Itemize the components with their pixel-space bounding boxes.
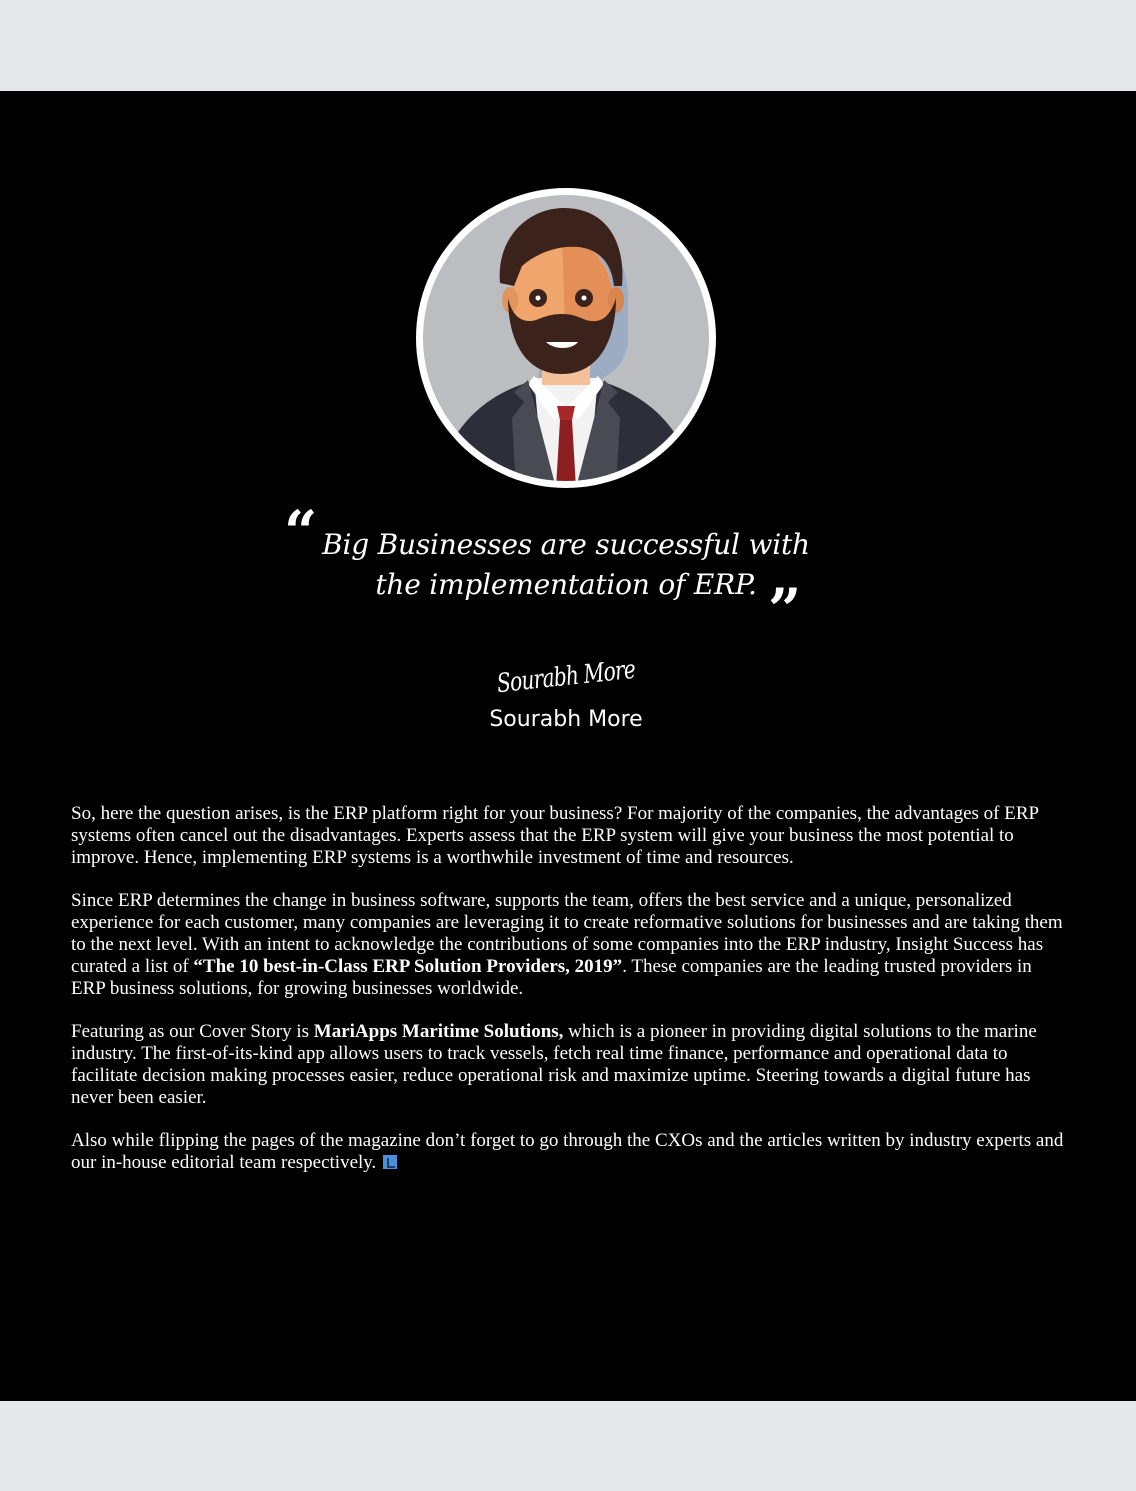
paragraph-text: Featuring as our Cover Story is bbox=[71, 1021, 314, 1042]
quote-line-2: the implementation of ERP. bbox=[375, 568, 757, 601]
paragraph-text: which is a pioneer in providing digital solutions to the marine industry. The first-of-its-kind app allows users to track vessels, fetch real time finance, performance and operational data to facilitate decision making processes easier, reduce operational risk and maximize uptime. Steering towards a digital future has never been easier. bbox=[71, 1021, 1037, 1108]
paragraph-text: Since ERP determines the change in business software, supports the team, offers the best service and a unique, personalized experience for each customer, many companies are leveraging it to create reformative solutions for businesses and are taking them to the next level. With an intent to acknowledge the contributions of some companies into the ERP industry, Insight Success has curated a list of bbox=[71, 890, 1063, 977]
article-paragraph-1: So, here the question arises, is the ERP platform right for your business? For majority of the companies, the advantages of ERP systems often cancel out the disadvantages. Experts assess that the ERP system will give your business the most potential to improve. Hence, implementing ERP systems is a worthwhile investment of time and resources. bbox=[71, 803, 1039, 868]
quote-line-1: Big Businesses are successful with bbox=[322, 528, 810, 561]
article-paragraph-3 bbox=[71, 1021, 1066, 1109]
article-paragraph-4 bbox=[71, 1130, 1066, 1174]
article-body bbox=[71, 803, 1066, 1195]
magazine-page bbox=[0, 91, 1136, 1401]
author-name: Sourabh More bbox=[489, 707, 643, 732]
quote-text bbox=[316, 525, 816, 605]
close-quote-icon: ” bbox=[768, 576, 802, 644]
article-paragraph-2 bbox=[71, 890, 1066, 1000]
paragraph-text: Also while flipping the pages of the magazine don’t forget to go through the CXOs and the articles written by industry experts and our in-house editorial team respectively. bbox=[71, 1130, 1064, 1173]
open-quote-icon: “ bbox=[284, 498, 318, 566]
list-title: “The 10 best-in-Class ERP Solution Providers, 2019” bbox=[193, 956, 623, 977]
author-signature: Sourabh More bbox=[495, 654, 637, 700]
cover-story-company: MariApps Maritime Solutions, bbox=[313, 1021, 564, 1042]
businessman-avatar-icon bbox=[416, 188, 716, 488]
end-of-article-icon bbox=[383, 1155, 397, 1169]
pull-quote bbox=[280, 498, 856, 644]
paragraph-text: . These companies are the leading trusted providers in ERP business solutions, for growing businesses worldwide. bbox=[71, 956, 1032, 999]
